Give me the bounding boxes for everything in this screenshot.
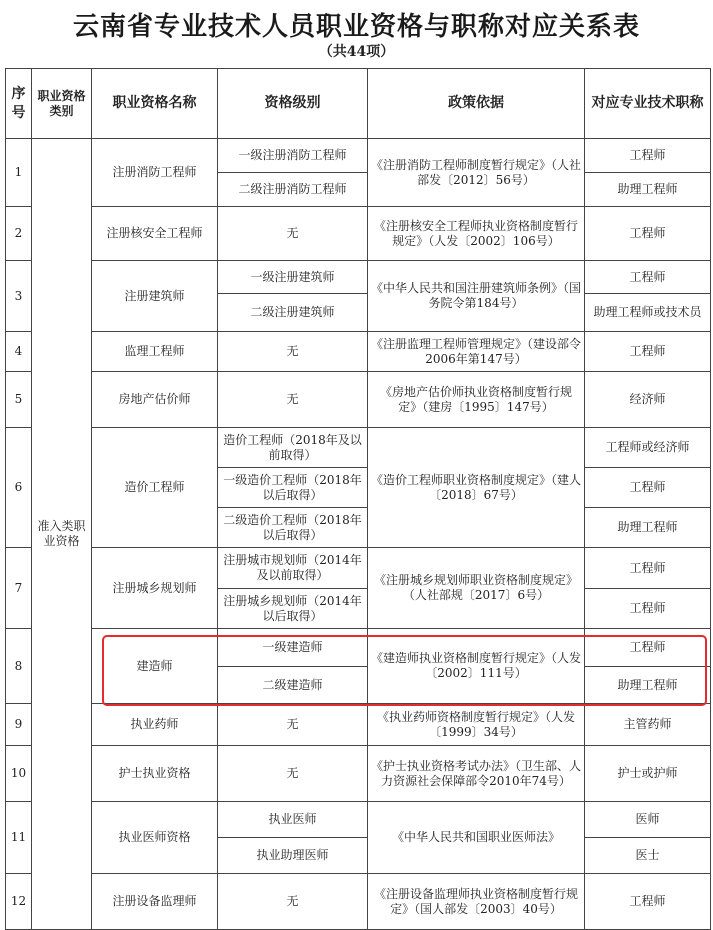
policy-basis: 《建造师执业资格制度暂行规定》（人发〔2002〕111号）: [368, 629, 585, 704]
qualification-level: 一级注册消防工程师: [218, 139, 368, 173]
table-row: [6, 207, 711, 261]
row-no: 4: [6, 332, 32, 372]
policy-basis: 《造价工程师职业资格制度规定》（建人〔2018〕67号）: [368, 428, 585, 548]
qualification-level: 造价工程师（2018年及以前取得）: [218, 428, 368, 468]
qualification-name: 造价工程师: [92, 428, 218, 548]
qualification-name: 注册消防工程师: [92, 139, 218, 207]
professional-title: 助理工程师: [585, 173, 711, 207]
row-no: 1: [6, 139, 32, 207]
row-no: 3: [6, 261, 32, 332]
qualification-level: 无: [218, 746, 368, 802]
policy-basis: 《注册设备监理师执业资格制度暂行规定》（国人部发〔2003〕40号）: [368, 874, 585, 930]
qualification-level: 二级建造师: [218, 667, 368, 704]
qualification-level: 二级注册建筑师: [218, 294, 368, 332]
qualification-level: 无: [218, 332, 368, 372]
professional-title: 助理工程师或技术员: [585, 294, 711, 332]
professional-title: 工程师或经济师: [585, 428, 711, 468]
qualification-level: 注册城市规划师（2014年及以前取得）: [218, 548, 368, 589]
table-row: [6, 428, 711, 468]
qualification-name: 监理工程师: [92, 332, 218, 372]
header-no: 序号: [6, 69, 32, 139]
policy-basis: 《执业药师资格制度暂行规定》（人发〔1999〕34号）: [368, 704, 585, 746]
category-cell: 准入类职业资格: [32, 139, 92, 930]
professional-title: 工程师: [585, 589, 711, 629]
policy-basis: 《注册消防工程师制度暂行规定》（人社部发〔2012〕56号）: [368, 139, 585, 207]
qualification-name: 注册建筑师: [92, 261, 218, 332]
table-row: [6, 802, 711, 838]
qualification-name: 注册城乡规划师: [92, 548, 218, 629]
professional-title: 护士或护师: [585, 746, 711, 802]
policy-basis: 《注册监理工程师管理规定》（建设部令2006年第147号）: [368, 332, 585, 372]
header-level: 资格级别: [218, 69, 368, 139]
professional-title: 工程师: [585, 548, 711, 589]
professional-title: 工程师: [585, 874, 711, 930]
qualification-name: 建造师: [92, 629, 218, 704]
qualification-level: 无: [218, 874, 368, 930]
row-no: 12: [6, 874, 32, 930]
qualification-name: 房地产估价师: [92, 372, 218, 428]
qualification-level: 注册城乡规划师（2014年以后取得）: [218, 589, 368, 629]
qualification-level: 一级建造师: [218, 629, 368, 667]
header-category: 职业资格类别: [32, 69, 92, 139]
professional-title: 工程师: [585, 139, 711, 173]
professional-title: 助理工程师: [585, 667, 711, 704]
row-no: 9: [6, 704, 32, 746]
professional-title: 医师: [585, 802, 711, 838]
qualification-table: [5, 68, 711, 930]
professional-title: 工程师: [585, 468, 711, 508]
professional-title: 主管药师: [585, 704, 711, 746]
table-row: [6, 261, 711, 294]
professional-title: 助理工程师: [585, 508, 711, 548]
policy-basis: 《护士执业资格考试办法》（卫生部、人力资源社会保障部令2010年74号）: [368, 746, 585, 802]
table-row: [6, 874, 711, 930]
table-row: [6, 372, 711, 428]
table-row: [6, 332, 711, 372]
qualification-name: 执业医师资格: [92, 802, 218, 874]
qualification-level: 执业助理医师: [218, 838, 368, 874]
qualification-level: 无: [218, 207, 368, 261]
header-title: 对应专业技术职称: [585, 69, 711, 139]
qualification-name: 注册设备监理师: [92, 874, 218, 930]
policy-basis: 《注册核安全工程师执业资格制度暂行规定》（人发〔2002〕106号）: [368, 207, 585, 261]
row-no: 11: [6, 802, 32, 874]
header-policy: 政策依据: [368, 69, 585, 139]
table-row: [6, 746, 711, 802]
qualification-level: 执业医师: [218, 802, 368, 838]
row-no: 5: [6, 372, 32, 428]
qualification-name: 执业药师: [92, 704, 218, 746]
qualification-level: 无: [218, 372, 368, 428]
qualification-level: 一级造价工程师（2018年以后取得）: [218, 468, 368, 508]
page-title: 云南省专业技术人员职业资格与职称对应关系表: [72, 12, 640, 42]
table-row: [6, 548, 711, 589]
professional-title: 工程师: [585, 207, 711, 261]
professional-title: 工程师: [585, 332, 711, 372]
policy-basis: 《中华人民共和国职业医师法》: [368, 802, 585, 874]
header-name: 职业资格名称: [92, 69, 218, 139]
row-no: 2: [6, 207, 32, 261]
professional-title: 经济师: [585, 372, 711, 428]
policy-basis: 《注册城乡规划师职业资格制度规定》（人社部规〔2017〕6号）: [368, 548, 585, 629]
qualification-level: 无: [218, 704, 368, 746]
qualification-name: 注册核安全工程师: [92, 207, 218, 261]
row-no: 6: [6, 428, 32, 548]
qualification-name: 护士执业资格: [92, 746, 218, 802]
policy-basis: 《中华人民共和国注册建筑师条例》（国务院令第184号）: [368, 261, 585, 332]
professional-title: 医士: [585, 838, 711, 874]
qualification-level: 二级造价工程师（2018年以后取得）: [218, 508, 368, 548]
row-no: 7: [6, 548, 32, 629]
row-no: 8: [6, 629, 32, 704]
qualification-level: 二级注册消防工程师: [218, 173, 368, 207]
qualification-level: 一级注册建筑师: [218, 261, 368, 294]
row-no: 10: [6, 746, 32, 802]
table-row: [6, 139, 711, 173]
professional-title: 工程师: [585, 261, 711, 294]
professional-title: 工程师: [585, 629, 711, 667]
table-row: [6, 629, 711, 667]
table-row: [6, 704, 711, 746]
policy-basis: 《房地产估价师执业资格制度暂行规定》（建房〔1995〕147号）: [368, 372, 585, 428]
page-subtitle: （共44项）: [318, 44, 395, 60]
